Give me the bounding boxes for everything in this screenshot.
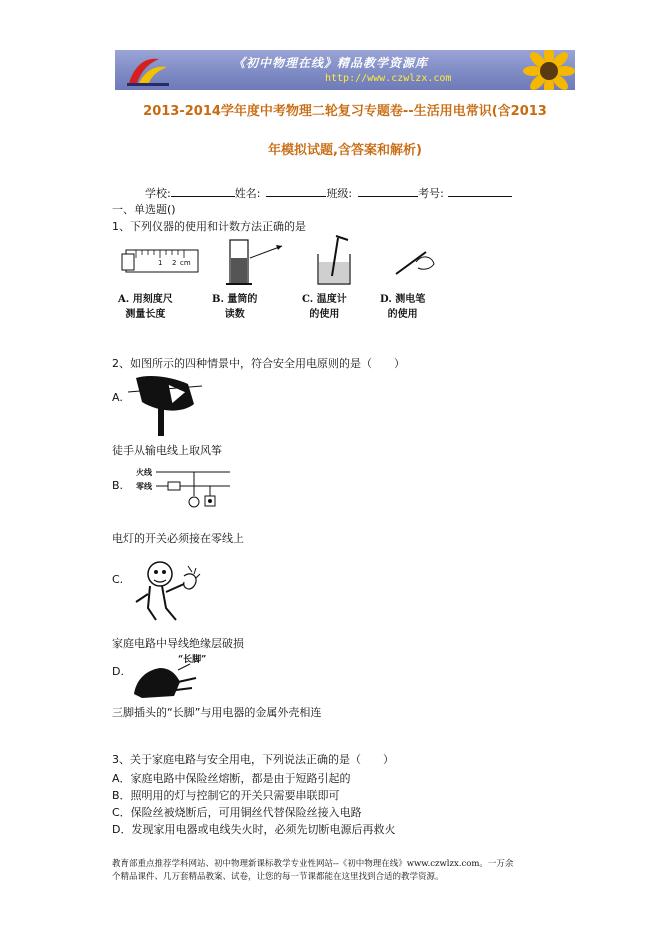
exam-number-blank[interactable] — [448, 186, 512, 197]
q3-option-c[interactable]: C．保险丝被烧断后，可用铜丝代替保险丝接入电路 — [112, 806, 362, 819]
document-title-line1: 2013-2014学年度中考物理二轮复习专题卷--生活用电常识(含2013 — [143, 104, 547, 119]
electric-shock-cartoon-figure — [132, 558, 206, 624]
question-3-stem: 3、关于家庭电路与安全用电，下列说法正确的是（ ） — [112, 753, 394, 766]
q2-option-b-caption: 电灯的开关必须接在零线上 — [112, 532, 244, 545]
ruler-tick-label: 1 — [158, 259, 163, 267]
live-wire-label: 火线 — [136, 468, 152, 477]
long-pin-label: “长脚” — [178, 655, 207, 665]
q1-option-d[interactable]: D. 测电笔 的使用 — [380, 294, 426, 320]
kite-on-wire-figure — [128, 374, 202, 438]
question-2-stem: 2、如图所示的四种情景中，符合安全用电原则的是（ ） — [112, 357, 405, 370]
class-blank[interactable] — [358, 186, 418, 197]
student-info-fields — [145, 185, 512, 201]
q2-option-c-letter[interactable]: C. — [112, 573, 124, 586]
q1-option-a[interactable]: A. 用刻度尺 测量长度 — [118, 294, 173, 320]
ruler-tick-label: 2 — [172, 259, 177, 267]
ruler-tick-label: cm — [180, 259, 191, 267]
q1-option-b[interactable]: B. 量筒的 读数 — [212, 294, 258, 320]
q2-option-d-letter[interactable]: D. — [112, 665, 124, 678]
footer-line-1: 教育部重点推荐学科网站、初中物理新课标教学专业性网站--《初中物理在线》www.czwlzx.com。一万余 — [112, 859, 514, 869]
test-pen-figure — [392, 244, 438, 278]
circuit-diagram-figure — [154, 466, 232, 518]
name-label: 姓名: — [234, 187, 261, 200]
three-pin-plug-figure — [130, 660, 206, 700]
q2-option-d-caption: 三脚插头的“长脚”与用电器的金属外壳相连 — [112, 706, 322, 719]
school-blank[interactable] — [171, 186, 235, 197]
class-label: 班级: — [326, 187, 353, 200]
q2-option-b-letter[interactable]: B. — [112, 479, 124, 492]
neutral-wire-label: 零线 — [136, 482, 152, 491]
graduated-cylinder-figure — [222, 232, 292, 288]
name-blank[interactable] — [266, 186, 326, 197]
q2-option-a-letter[interactable]: A. — [112, 391, 123, 404]
section-heading: 一、单选题() — [112, 203, 176, 216]
question-1-stem: 1、下列仪器的使用和计数方法正确的是 — [112, 220, 306, 233]
header-banner — [115, 50, 575, 90]
footer-line-2: 个精品课件、几万套精品教案、试卷，让您的每一节课都能在这里找到合适的教学资源。 — [112, 872, 444, 882]
thermometer-figure — [310, 232, 360, 288]
q3-option-a[interactable]: A．家庭电路中保险丝熔断，都是由于短路引起的 — [112, 772, 351, 785]
q3-option-d[interactable]: D．发现家用电器或电线失火时，必须先切断电源后再救火 — [112, 823, 396, 836]
site-logo — [123, 53, 171, 87]
q2-option-a-caption: 徒手从输电线上取风筝 — [112, 444, 222, 457]
q3-option-b[interactable]: B．照明用的灯与控制它的开关只需要串联即可 — [112, 789, 340, 802]
page-footer — [112, 858, 552, 884]
banner-url[interactable]: http://www.czwlzx.com — [325, 73, 452, 84]
q1-option-c[interactable]: C. 温度计 的使用 — [302, 294, 347, 320]
banner-title: 《初中物理在线》精品教学资源库 — [233, 56, 429, 70]
school-label: 学校: — [145, 187, 171, 200]
document-title-line2: 年模拟试题,含答案和解析) — [268, 143, 422, 158]
sunflower-icon — [519, 50, 575, 90]
exam-number-label: 考号: — [418, 187, 444, 200]
q2-option-c-caption: 家庭电路中导线绝缘层破损 — [112, 637, 244, 650]
